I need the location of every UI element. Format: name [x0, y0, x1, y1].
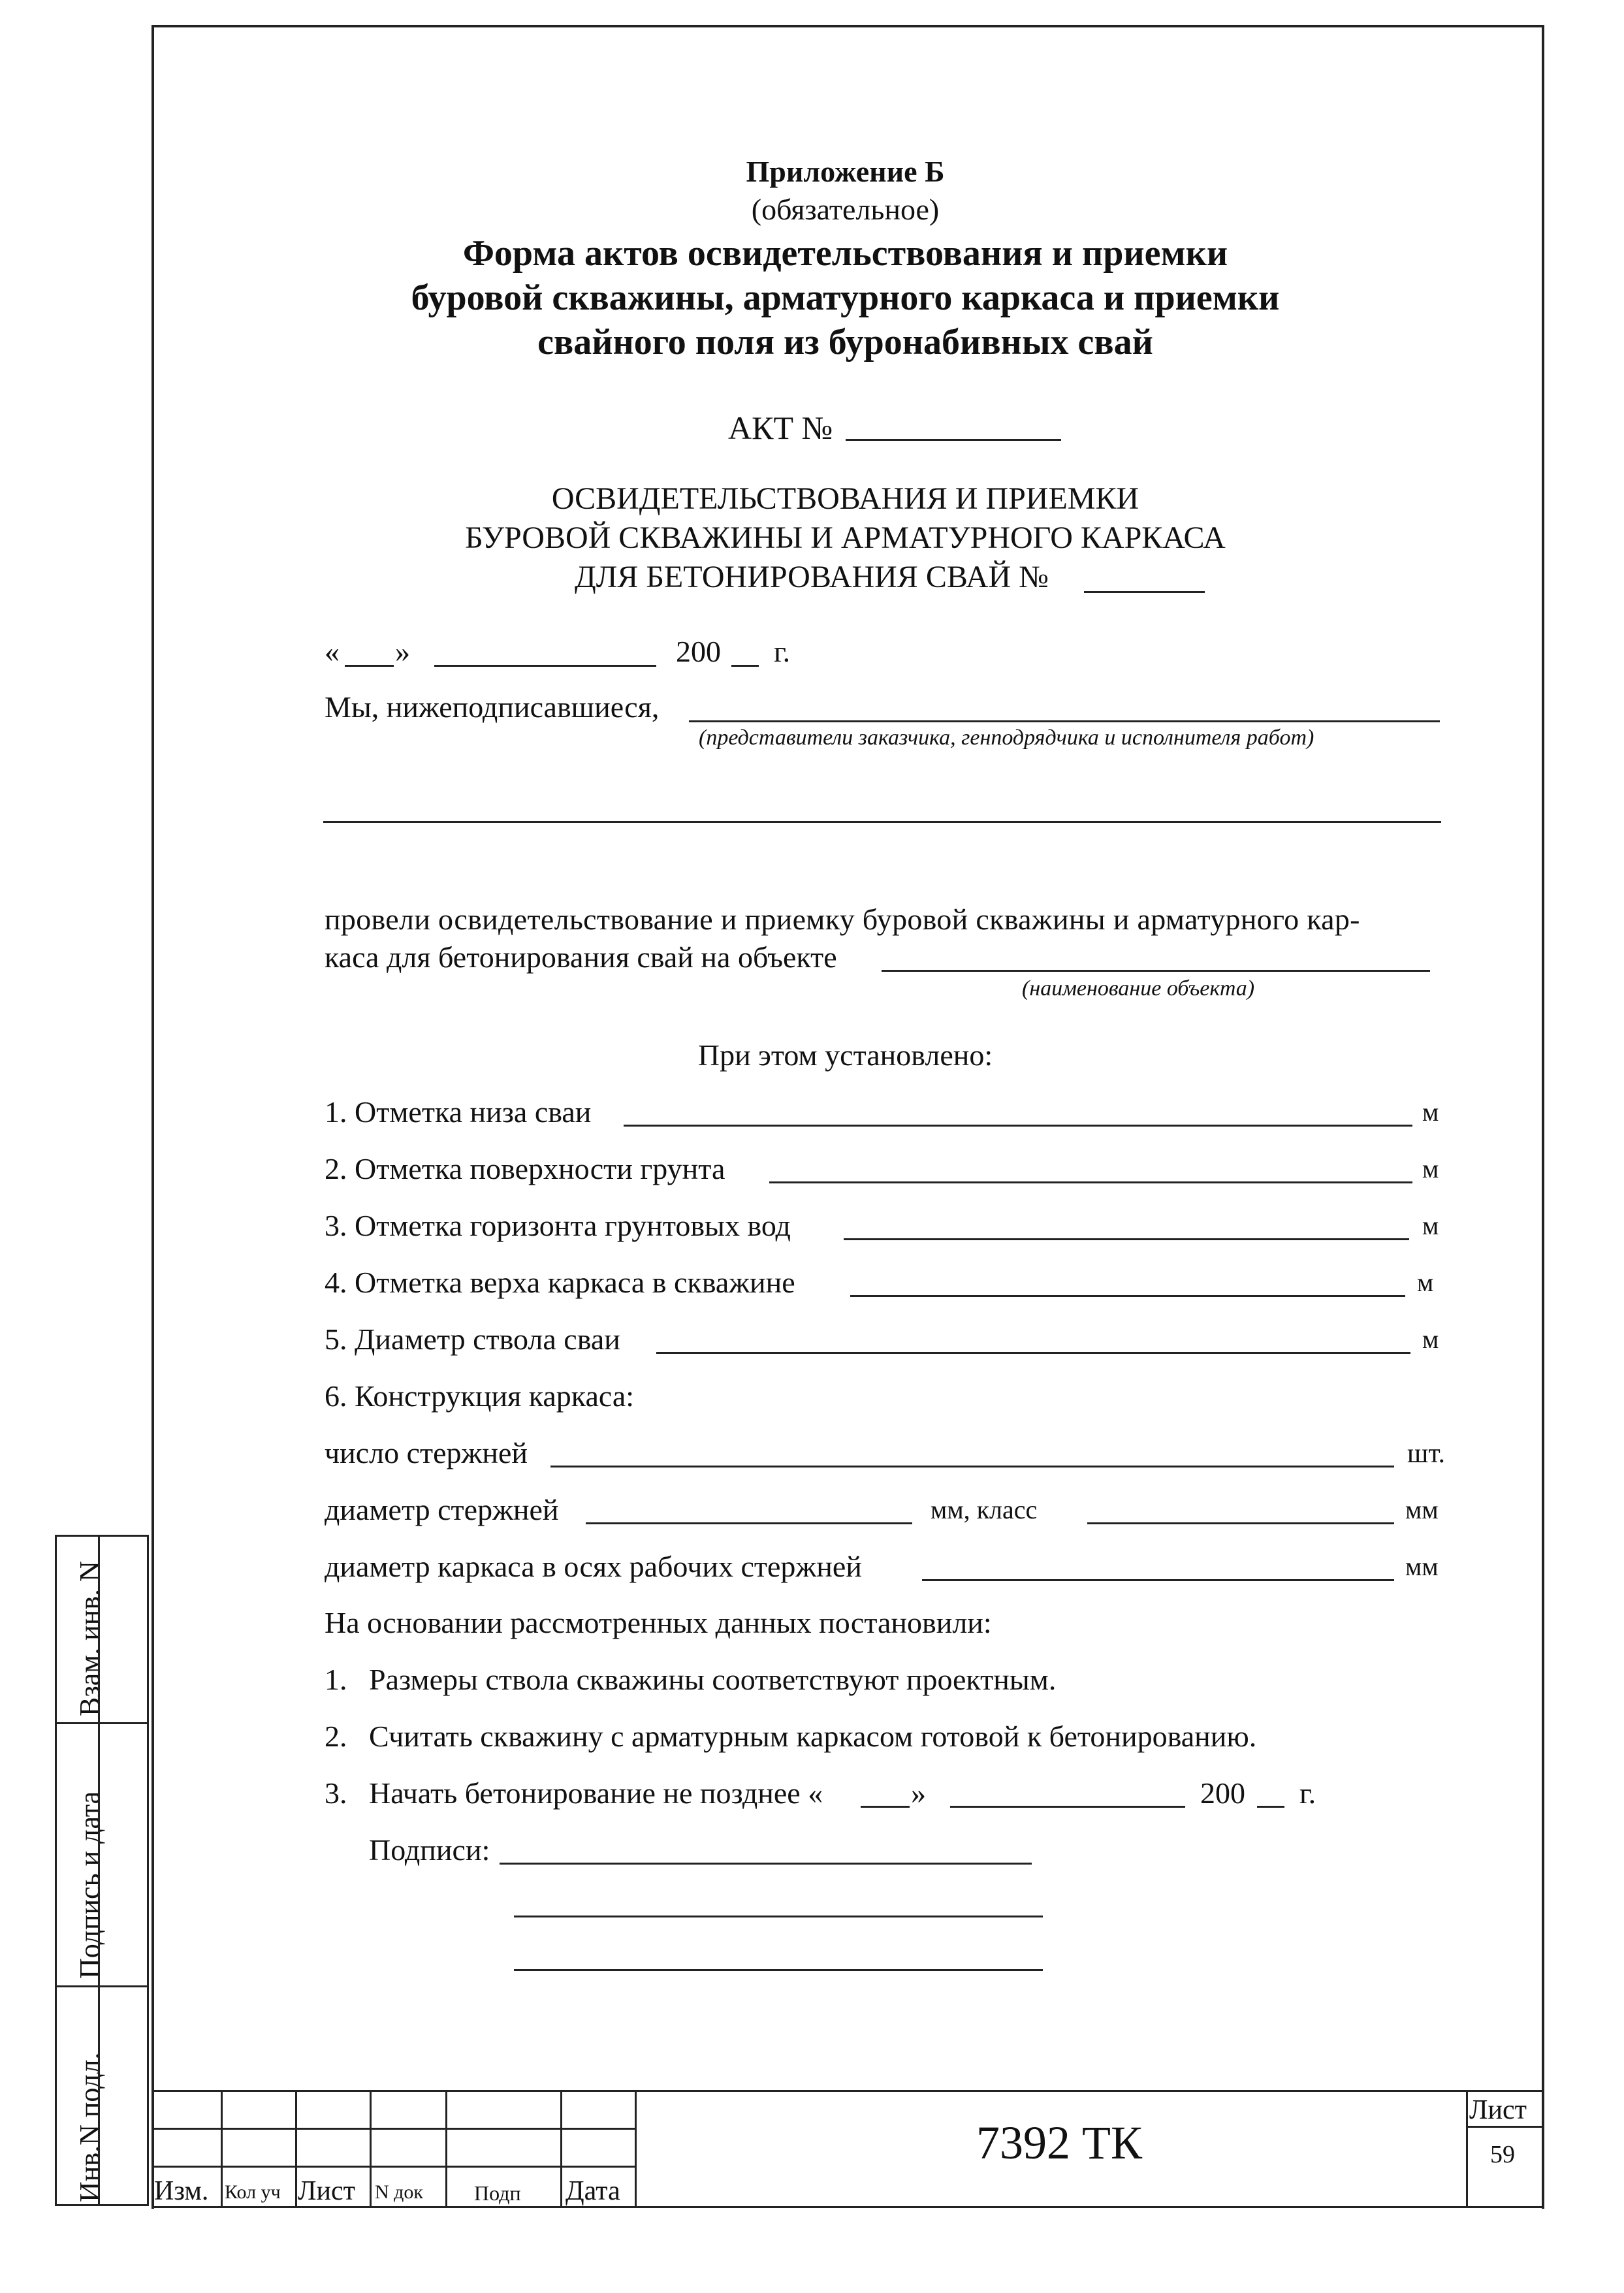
item-frame-top-label: 4. Отметка верха каркаса в скважине [325, 1266, 795, 1299]
rods-class-unit: мм [1405, 1495, 1439, 1524]
date-month-field[interactable] [434, 665, 656, 667]
signature-field-1[interactable] [500, 1863, 1032, 1865]
pile-number-field[interactable] [1084, 591, 1205, 593]
signature-field-3[interactable] [514, 1969, 1043, 1971]
established-heading: При этом установлено: [697, 1038, 993, 1072]
item-frame-top-unit: м [1417, 1268, 1434, 1297]
item-ground-surface-unit: м [1422, 1154, 1439, 1183]
title-block-top-line [151, 2090, 1542, 2092]
paragraph-line1: провели освидетельствование и приемку буровой скважины и арматурного кар- [325, 903, 1360, 936]
rods-diameter-label: диаметр стержней [325, 1493, 559, 1526]
item-pile-bottom-field[interactable] [624, 1125, 1412, 1127]
decision-3-text: Начать бетонирование не позднее « [369, 1776, 823, 1810]
date-close-quote: » [395, 635, 410, 668]
rods-diameter-unit-class: мм, класс [931, 1495, 1038, 1524]
item-frame-top-field[interactable] [850, 1295, 1405, 1297]
decision-2-number: 2. [325, 1720, 347, 1753]
stamp-inv-podl-label: Инв.N подл. [74, 2052, 106, 2202]
sheet-number: 59 [1490, 2141, 1515, 2168]
act-number-field[interactable] [846, 439, 1061, 441]
tb-list: Лист [298, 2176, 355, 2206]
document-code: 7392 ТК [976, 2117, 1143, 2169]
appendix-title: Приложение Б [746, 155, 945, 188]
signers-field[interactable] [689, 720, 1440, 722]
act-subtitle-line1: ОСВИДЕТЕЛЬСТВОВАНИЯ И ПРИЕМКИ [551, 481, 1139, 516]
decision-1-text: Размеры ствола скважины соответствуют проектным. [369, 1663, 1057, 1696]
date-year-field[interactable] [731, 665, 759, 667]
act-subtitle-line3: ДЛЯ БЕТОНИРОВАНИЯ СВАЙ № [575, 560, 1049, 594]
title-block-col7 [1466, 2090, 1468, 2206]
decision-3-number: 3. [325, 1776, 347, 1810]
decision-1-number: 1. [325, 1663, 347, 1696]
signers-label: Мы, нижеподписавшиеся, [325, 690, 660, 724]
item-groundwater-unit: м [1422, 1211, 1439, 1240]
date-open-quote: « [325, 635, 340, 668]
tb-data: Дата [565, 2176, 620, 2206]
tb-podp: Подп [474, 2181, 521, 2205]
concreting-day-field[interactable] [861, 1806, 910, 1808]
decision-intro: На основании рассмотренных данных постановили: [325, 1606, 992, 1639]
signers-field-line2[interactable] [323, 821, 1441, 823]
date-year-prefix: 200 [676, 635, 721, 668]
title-block-col3 [370, 2090, 372, 2206]
paragraph-line2: каса для бетонирования свай на объекте [325, 940, 837, 974]
frame-diameter-unit: мм [1405, 1552, 1439, 1581]
item-groundwater-field[interactable] [844, 1238, 1409, 1240]
bottom-frame-line [151, 2206, 1542, 2208]
stamp-sign-date-label: Подпись и дата [74, 1791, 106, 1979]
rods-count-unit: шт. [1407, 1439, 1446, 1469]
frame-diameter-field[interactable] [922, 1579, 1394, 1581]
title-block-col4 [445, 2090, 447, 2206]
signature-field-2[interactable] [514, 1916, 1043, 1917]
tb-n-dok: N док [375, 2181, 424, 2203]
sheet-box-divider [1466, 2126, 1542, 2128]
item-ground-surface-label: 2. Отметка поверхности грунта [325, 1152, 725, 1185]
title-block-col2 [295, 2090, 297, 2206]
tb-izm: Изм. [154, 2176, 209, 2206]
stamp-inner-divider [98, 1535, 100, 2206]
act-number-label: АКТ № [728, 409, 833, 446]
object-name-field[interactable] [882, 970, 1430, 972]
rods-class-field[interactable] [1087, 1522, 1394, 1524]
item-shaft-diameter-unit: м [1422, 1324, 1439, 1354]
decision-3-close-quote: » [911, 1776, 926, 1810]
title-block-col5 [560, 2090, 562, 2206]
stamp-inv-vzam-label: Взам. инв. N [74, 1561, 106, 1716]
form-title-line1: Форма актов освидетельствования и приемки [462, 233, 1228, 274]
item-pile-bottom-label: 1. Отметка низа сваи [325, 1095, 592, 1129]
item-pile-bottom-unit: м [1422, 1097, 1439, 1127]
concreting-month-field[interactable] [950, 1806, 1185, 1808]
item-shaft-diameter-field[interactable] [656, 1352, 1410, 1354]
title-block-row2 [151, 2166, 635, 2168]
rods-count-field[interactable] [550, 1466, 1394, 1467]
concreting-year-prefix: 200 [1200, 1776, 1245, 1810]
concreting-year-field[interactable] [1257, 1806, 1284, 1808]
decision-2-text: Считать скважину с арматурным каркасом готовой к бетонированию. [369, 1720, 1257, 1753]
tb-kol-uch: Кол уч [225, 2181, 281, 2203]
signatures-label: Подписи: [369, 1833, 490, 1867]
item-shaft-diameter-label: 5. Диаметр ствола сваи [325, 1323, 620, 1356]
form-title-line2: буровой скважины, арматурного каркаса и приемки [411, 278, 1280, 318]
date-year-suffix: г. [774, 635, 791, 668]
concreting-year-suffix: г. [1299, 1776, 1316, 1810]
title-block-row1 [151, 2128, 635, 2130]
rods-diameter-field[interactable] [586, 1522, 912, 1524]
frame-construction-heading: 6. Конструкция каркаса: [325, 1379, 635, 1413]
signers-hint: (представители заказчика, генподрядчика и исполнителя работ) [699, 726, 1314, 750]
appendix-mandatory: (обязательное) [751, 193, 940, 226]
date-day-field[interactable] [345, 665, 394, 667]
title-block-col6 [635, 2090, 637, 2206]
frame-diameter-label: диаметр каркаса в осях рабочих стержней [325, 1550, 862, 1583]
object-name-hint: (наименование объекта) [1022, 976, 1255, 1001]
title-block-col1 [221, 2090, 223, 2206]
item-groundwater-label: 3. Отметка горизонта грунтовых вод [325, 1209, 791, 1242]
sheet-label: Лист [1469, 2095, 1527, 2125]
form-title-line3: свайного поля из буронабивных свай [537, 322, 1153, 362]
rods-count-label: число стержней [325, 1436, 528, 1469]
item-ground-surface-field[interactable] [769, 1181, 1412, 1183]
act-subtitle-line2: БУРОВОЙ СКВАЖИНЫ И АРМАТУРНОГО КАРКАСА [465, 521, 1226, 555]
